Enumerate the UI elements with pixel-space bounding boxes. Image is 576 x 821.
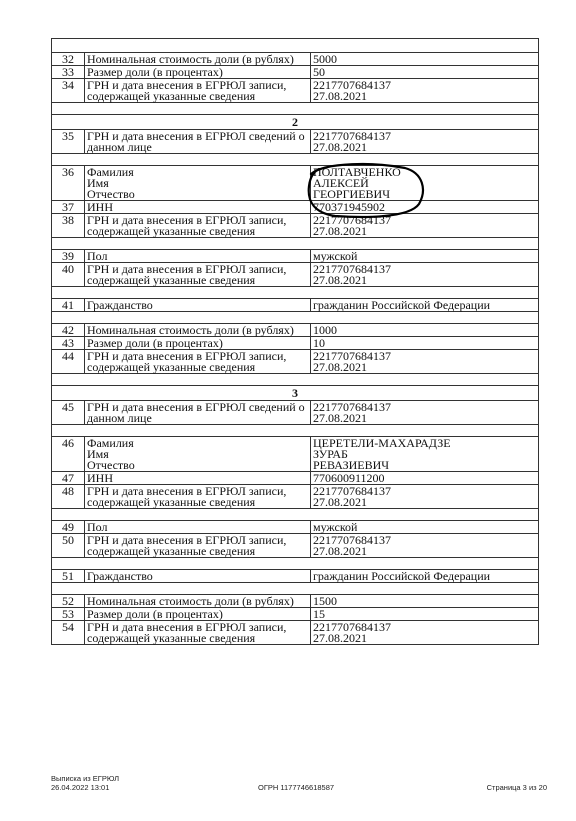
table-row (52, 570, 539, 583)
row-value: 2217707684137 27.08.2021 (311, 214, 539, 238)
table-gap-row (52, 238, 539, 250)
table-gap-row (52, 583, 539, 595)
table-row (52, 472, 539, 485)
row-value: 50 (311, 66, 539, 79)
table-row (52, 521, 539, 534)
row-number: 48 (52, 485, 85, 509)
table-gap-row (52, 509, 539, 521)
row-number: 40 (52, 263, 85, 287)
table-gap-row (52, 154, 539, 166)
row-value: 2217707684137 27.08.2021 (311, 621, 539, 645)
row-value: 2217707684137 27.08.2021 (311, 485, 539, 509)
row-value: 2217707684137 27.08.2021 (311, 534, 539, 558)
row-number: 50 (52, 534, 85, 558)
footer-timestamp: 26.04.2022 13:01 (51, 783, 110, 792)
row-label: Размер доли (в процентах) (85, 66, 311, 79)
table-row (52, 324, 539, 337)
row-label: ИНН (85, 472, 311, 485)
row-number: 47 (52, 472, 85, 485)
row-value: 1500 (311, 595, 539, 608)
row-value: 2217707684137 27.08.2021 (311, 79, 539, 103)
row-label: ГРН и дата внесения в ЕГРЮЛ записи, содержащей указанные сведения (85, 350, 311, 374)
egrul-table (51, 38, 539, 645)
page-footer (51, 772, 547, 796)
table-row (52, 485, 539, 509)
row-value: 5000 (311, 53, 539, 66)
row-number: 45 (52, 401, 85, 425)
table-row (52, 201, 539, 214)
table-row (52, 214, 539, 238)
row-value: 10 (311, 337, 539, 350)
table-top-spacer (52, 39, 539, 53)
row-number: 46 (52, 437, 85, 472)
row-number: 53 (52, 608, 85, 621)
row-label: ГРН и дата внесения в ЕГРЮЛ записи, содержащей указанные сведения (85, 485, 311, 509)
table-row (52, 337, 539, 350)
table-gap-row (52, 103, 539, 115)
row-label: ГРН и дата внесения в ЕГРЮЛ записи, содержащей указанные сведения (85, 214, 311, 238)
footer-ogrn: ОГРН 1177746618587 (258, 783, 335, 792)
table-row (52, 79, 539, 103)
row-number: 51 (52, 570, 85, 583)
row-value: 2217707684137 27.08.2021 (311, 130, 539, 154)
row-number: 44 (52, 350, 85, 374)
table-row (52, 595, 539, 608)
row-label: Фамилия Имя Отчество (85, 437, 311, 472)
section-number: 2 (52, 115, 539, 130)
row-number: 49 (52, 521, 85, 534)
table-row (52, 608, 539, 621)
row-label: ИНН (85, 201, 311, 214)
table-row (52, 401, 539, 425)
row-value: гражданин Российской Федерации (311, 299, 539, 312)
row-label: ГРН и дата внесения в ЕГРЮЛ записи, содержащей указанные сведения (85, 79, 311, 103)
table-row (52, 250, 539, 263)
footer-left (51, 774, 119, 792)
table-row (52, 299, 539, 312)
row-number: 39 (52, 250, 85, 263)
row-value: мужской (311, 521, 539, 534)
hand-drawn-circle-annotation (305, 160, 427, 220)
row-label: Номинальная стоимость доли (в рублях) (85, 53, 311, 66)
row-label: Номинальная стоимость доли (в рублях) (85, 595, 311, 608)
row-label: ГРН и дата внесения в ЕГРЮЛ записи, содержащей указанные сведения (85, 263, 311, 287)
footer-page-number: Страница 3 из 20 (486, 783, 547, 792)
table-row (52, 166, 539, 201)
row-number: 43 (52, 337, 85, 350)
row-label: ГРН и дата внесения в ЕГРЮЛ сведений о данном лице (85, 401, 311, 425)
row-value: 2217707684137 27.08.2021 (311, 350, 539, 374)
row-number: 32 (52, 53, 85, 66)
row-number: 34 (52, 79, 85, 103)
row-label: Пол (85, 521, 311, 534)
row-number: 54 (52, 621, 85, 645)
egrul-extract-page (51, 38, 539, 645)
table-row (52, 263, 539, 287)
section-header-row (52, 386, 539, 401)
row-number: 33 (52, 66, 85, 79)
row-number: 42 (52, 324, 85, 337)
row-label: Номинальная стоимость доли (в рублях) (85, 324, 311, 337)
row-label: ГРН и дата внесения в ЕГРЮЛ записи, содержащей указанные сведения (85, 621, 311, 645)
table-gap-row (52, 374, 539, 386)
table-row (52, 534, 539, 558)
row-value: мужской (311, 250, 539, 263)
row-value: 2217707684137 27.08.2021 (311, 401, 539, 425)
table-row (52, 53, 539, 66)
table-row (52, 350, 539, 374)
table-gap-row (52, 287, 539, 299)
row-number: 52 (52, 595, 85, 608)
row-number: 35 (52, 130, 85, 154)
row-value: 2217707684137 27.08.2021 (311, 263, 539, 287)
table-gap-row (52, 425, 539, 437)
row-label: Гражданство (85, 570, 311, 583)
row-number: 37 (52, 201, 85, 214)
row-value: ПОЛТАВЧЕНКО АЛЕКСЕЙ ГЕОРГИЕВИЧ (311, 166, 539, 201)
row-value: 770600911200 (311, 472, 539, 485)
row-label: ГРН и дата внесения в ЕГРЮЛ записи, содержащей указанные сведения (85, 534, 311, 558)
row-label: Гражданство (85, 299, 311, 312)
row-number: 36 (52, 166, 85, 201)
table-row (52, 621, 539, 645)
row-label: Размер доли (в процентах) (85, 608, 311, 621)
section-number: 3 (52, 386, 539, 401)
table-row (52, 437, 539, 472)
row-label: Размер доли (в процентах) (85, 337, 311, 350)
section-header-row (52, 115, 539, 130)
row-number: 38 (52, 214, 85, 238)
table-gap-row (52, 312, 539, 324)
row-value: ЦЕРЕТЕЛИ-МАХАРАДЗЕ ЗУРАБ РЕВАЗИЕВИЧ (311, 437, 539, 472)
row-value: 770371945902 (311, 201, 539, 214)
row-value: 15 (311, 608, 539, 621)
footer-doc-title: Выписка из ЕГРЮЛ (51, 774, 120, 783)
table-gap-row (52, 558, 539, 570)
row-value: 1000 (311, 324, 539, 337)
row-label: ГРН и дата внесения в ЕГРЮЛ сведений о данном лице (85, 130, 311, 154)
table-row (52, 130, 539, 154)
row-label: Фамилия Имя Отчество (85, 166, 311, 201)
row-label: Пол (85, 250, 311, 263)
table-row (52, 66, 539, 79)
row-number: 41 (52, 299, 85, 312)
row-value: гражданин Российской Федерации (311, 570, 539, 583)
